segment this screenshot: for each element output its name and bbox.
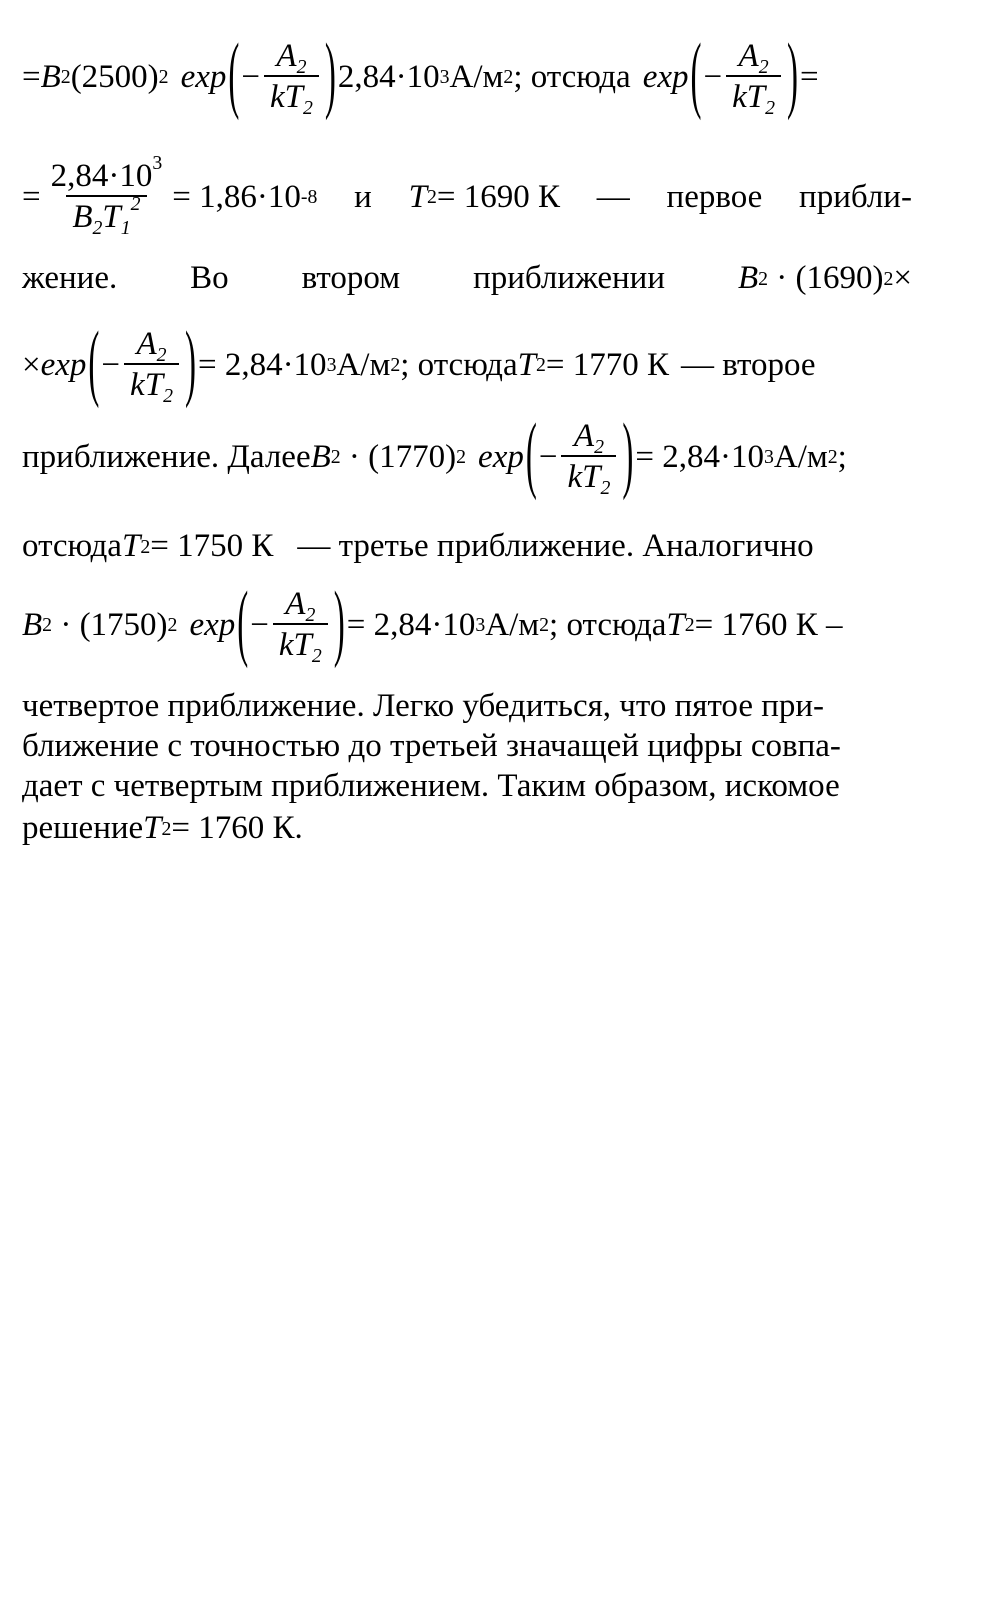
text-fragment: и — [354, 178, 372, 215]
paragraph-line-1 — [22, 690, 912, 723]
fraction-284-over-B2T1sq — [45, 152, 169, 239]
text-fragment: = 1760 К – — [694, 606, 843, 643]
symbol-k: k — [269, 79, 285, 115]
dot-operator: · — [348, 438, 360, 475]
text-fragment: = 1770 К — [545, 346, 669, 383]
dot-operator: · — [60, 606, 72, 643]
minus-sign: − — [101, 346, 121, 383]
subscript: 2 — [92, 216, 103, 239]
text-fragment: первое — [666, 178, 763, 215]
text-fragment: = 1690 К — [436, 178, 560, 215]
equation-line-2: = $\frac{2,84\cdot 10^3}{B_2T_1^2}$ = 1,86·10 -8 и T 2 = 1690 К — первое прибли- — [22, 152, 912, 239]
text-fragment: дает с четвертым приближением. Таким образом, искомое — [22, 768, 840, 804]
text-fragment: А/м — [485, 606, 540, 643]
text-fragment: втором — [301, 260, 401, 296]
minus-sign: − — [538, 438, 558, 475]
text-fragment: А/м — [773, 438, 828, 475]
text-fragment: — второе — [680, 346, 816, 383]
text-fragment: = — [22, 178, 41, 215]
text-fragment: ; отсюда — [400, 346, 518, 383]
text-fragment: приближение. Далее — [22, 438, 311, 475]
symbol-k: k — [567, 459, 583, 495]
text-fragment: × — [22, 346, 41, 383]
fraction-A2-kT2 — [726, 38, 781, 119]
fraction-A2-kT2 — [561, 418, 616, 499]
exp-function: exp — [40, 346, 87, 383]
subscript: 2 — [594, 435, 604, 458]
minus-sign: − — [250, 606, 269, 643]
text-fragment: = 2,84·10 — [346, 606, 476, 643]
text-fragment: = 1,86·10 — [172, 178, 301, 215]
text-fragment: 2,84·10 — [337, 58, 440, 95]
fraction-A2-kT2 — [124, 326, 179, 407]
equation-line-4: × exp ( − $\frac{A_2}{kT_2}$ ) = 2,84·10 3 А/м 2 ; отсюда T 2 = 1770 К — второе — [22, 316, 816, 411]
symbol-T: T — [666, 606, 685, 643]
symbol-A: A — [276, 38, 297, 74]
text-fragment: = 2,84·10 — [635, 438, 764, 475]
subscript: 2 — [163, 384, 173, 407]
symbol-T: T — [408, 178, 427, 215]
symbol-B: B — [72, 199, 93, 235]
text-line-6: отсюда T 2 = 1750 К — третье приближение. Аналогично — [22, 528, 814, 564]
symbol-T: T — [102, 199, 121, 235]
expression: B 2 · (1690) 2 × — [737, 260, 912, 296]
text-fragment: (1690) — [795, 260, 884, 296]
text-fragment: = — [800, 58, 819, 95]
symbol-T: T — [284, 79, 303, 115]
symbol-B: B — [737, 260, 759, 296]
minus-sign: − — [241, 58, 260, 95]
exp-argument: ( − $\frac{A_2}{kT_2}$ ) — [690, 28, 799, 123]
superscript: 3 — [152, 152, 163, 175]
symbol-T: T — [144, 367, 164, 403]
symbol-B: B — [310, 438, 331, 475]
fraction-A2-kT2 — [264, 38, 319, 119]
numerator-text: 2,84·10 — [50, 158, 153, 194]
text-fragment: ; — [837, 438, 847, 475]
equation-line-1: = B 2 (2500) 2 exp ( − $\frac{A_2}{kT_2}$ ) 2,84·10 3 А/м 2 ; отсюда exp ( − $\frac{A_2}{kT_2}$ ) = — [22, 28, 819, 123]
subscript: 2 — [758, 55, 769, 78]
exp-function: exp — [642, 58, 689, 95]
subscript: 2 — [156, 343, 167, 366]
symbol-A: A — [285, 586, 306, 622]
text-fragment: ; отсюда — [549, 606, 667, 643]
exp-argument: ( − $\frac{A_2}{kT_2}$ ) — [525, 408, 634, 503]
superscript: 2 — [130, 193, 141, 216]
subscript: 2 — [311, 644, 322, 667]
symbol-B: B — [22, 606, 43, 643]
symbol-T: T — [746, 79, 766, 115]
text-fragment: (1750) — [79, 606, 168, 643]
text-fragment: ; отсюда — [513, 58, 631, 95]
subscript: 2 — [305, 603, 316, 626]
text-fragment: А/м — [449, 58, 504, 95]
symbol-k: k — [130, 367, 145, 403]
symbol-k: k — [732, 79, 747, 115]
symbol-B: B — [40, 58, 61, 95]
symbol-T: T — [293, 627, 312, 663]
text-fragment: (2500) — [70, 58, 159, 95]
text-fragment: четвертое приближение. Легко убедиться, что пятое при- — [22, 688, 825, 724]
text-fragment: решение — [22, 810, 144, 846]
text-fragment: Во — [190, 260, 229, 296]
text-fragment: ближение с точностью до третьей значащей цифры совпа- — [22, 728, 841, 764]
text-fragment: = 2,84·10 — [197, 346, 327, 383]
text-fragment: = 1750 К — [150, 528, 274, 564]
exp-function: exp — [478, 438, 524, 475]
text-fragment: отсюда — [22, 528, 122, 564]
exp-argument: ( − $\frac{A_2}{kT_2}$ ) — [228, 28, 336, 123]
paragraph-line-2 — [22, 730, 912, 763]
text-fragment: приближении — [473, 260, 665, 296]
text-fragment: = — [22, 58, 41, 95]
text-fragment: × — [893, 260, 912, 296]
subscript: 2 — [303, 96, 313, 119]
subscript: 2 — [765, 96, 776, 119]
exp-argument: ( − $\frac{A_2}{kT_2}$ ) — [88, 316, 196, 411]
symbol-A: A — [573, 418, 595, 454]
text-fragment: (1770) — [368, 438, 457, 475]
symbol-T: T — [582, 459, 601, 495]
paragraph-line-4: решение T 2 = 1760 К. — [22, 810, 303, 846]
subscript: 2 — [600, 476, 611, 499]
text-fragment: — третье приближение. Аналогично — [297, 528, 814, 564]
symbol-A: A — [136, 326, 157, 362]
text-fragment: А/м — [336, 346, 391, 383]
subscript: 2 — [296, 55, 307, 78]
subscript: 1 — [120, 216, 131, 239]
text-fragment: жение. — [22, 260, 118, 296]
text-fragment: = 1760 К. — [171, 810, 303, 846]
exp-function: exp — [180, 58, 227, 95]
fraction-A2-kT2 — [273, 586, 328, 667]
equation-line-5: приближение. Далее B 2 · (1770) 2 exp ( − $\frac{A_2}{kT_2}$ ) = 2,84·10 3 А/м 2 ; — [22, 408, 847, 503]
dot-operator: · — [776, 260, 788, 296]
minus-sign: − — [703, 58, 723, 95]
symbol-T: T — [517, 346, 536, 383]
symbol-T: T — [121, 528, 141, 564]
text-line-3 — [22, 262, 912, 295]
symbol-k: k — [278, 627, 294, 663]
symbol-A: A — [738, 38, 759, 74]
text-fragment: — — [596, 178, 630, 215]
exp-argument: ( − $\frac{A_2}{kT_2}$ ) — [237, 576, 345, 671]
exp-function: exp — [189, 606, 236, 643]
symbol-T: T — [143, 810, 162, 846]
fraction-expression: = $\frac{2,84\cdot 10^3}{B_2T_1^2}$ = 1,86·10 -8 — [22, 152, 318, 239]
text-fragment: прибли- — [799, 178, 912, 215]
paragraph-line-3 — [22, 770, 912, 803]
equation-line-7: B 2 · (1750) 2 exp ( − $\frac{A_2}{kT_2}$ ) = 2,84·10 3 А/м 2 ; отсюда T 2 = 1760 К – — [22, 576, 843, 671]
